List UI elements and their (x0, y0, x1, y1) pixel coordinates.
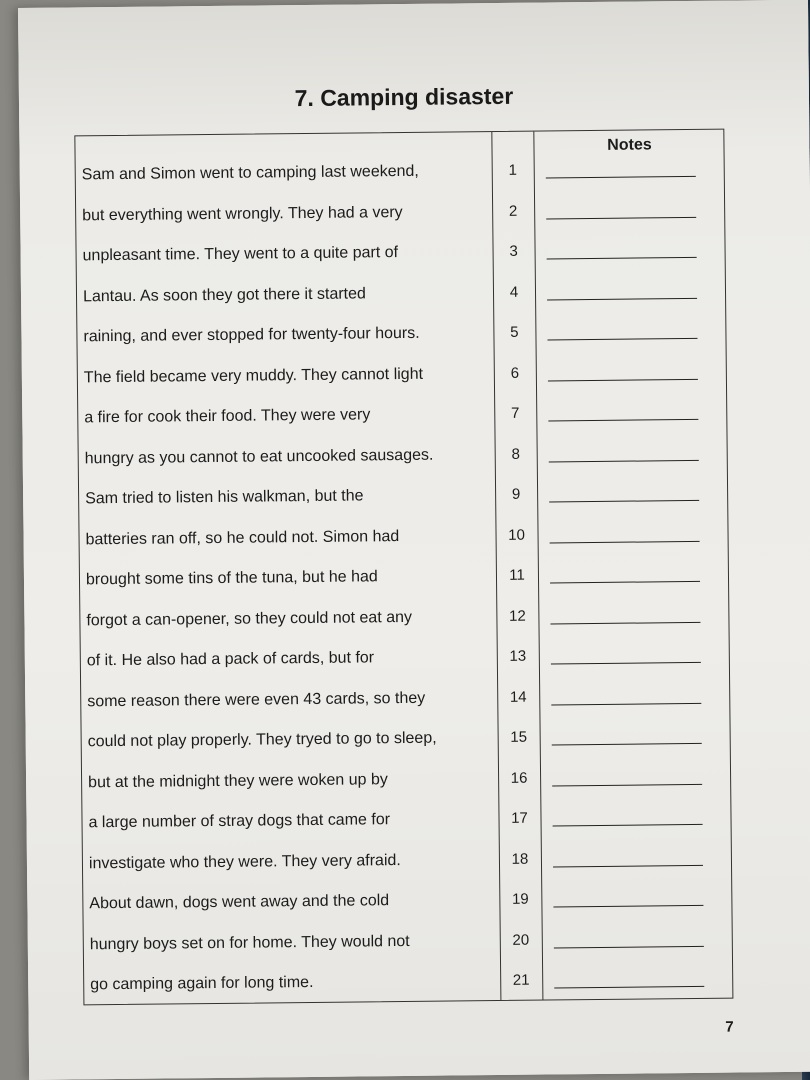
passage-line: hungry as you cannot to eat uncooked sausages. (84, 446, 434, 467)
line-number: 4 (509, 283, 519, 301)
passage-line: Sam and Simon went to camping last weekend, (81, 162, 419, 184)
answer-line[interactable] (553, 824, 703, 827)
line-number: 19 (511, 890, 529, 908)
answer-line[interactable] (554, 945, 704, 948)
answer-line[interactable] (548, 378, 698, 381)
table-row (79, 441, 729, 488)
table-row (80, 563, 730, 610)
notes-header: Notes (607, 136, 652, 154)
passage-line: but everything went wrongly. They had a very (82, 203, 403, 224)
passage-line: batteries ran off, so he could not. Simon had (85, 527, 400, 548)
answer-line[interactable] (547, 297, 697, 300)
passage-line: raining, and ever stopped for twenty-four hours. (83, 324, 420, 346)
table-row (78, 360, 728, 407)
passage-line: brought some tins of the tuna, but he had (85, 568, 378, 589)
line-number: 15 (510, 728, 528, 746)
line-number: 13 (509, 647, 527, 665)
passage-line: Lantau. As soon they got there it started (82, 284, 366, 305)
answer-line[interactable] (548, 419, 698, 422)
answer-line[interactable] (552, 743, 702, 746)
passage-line: investigate who they were. They very afraid. (88, 851, 401, 872)
passage-line: hungry boys set on for home. They would not (89, 932, 410, 953)
passage-line: Sam tried to listen his walkman, but the (85, 487, 364, 508)
line-number: 2 (508, 202, 518, 220)
line-number: 10 (508, 526, 525, 544)
table-row (77, 279, 727, 326)
answer-line[interactable] (550, 540, 700, 543)
passage-line: some reason there were even 43 cards, so they (87, 689, 426, 710)
line-number: 21 (512, 971, 530, 989)
answer-line[interactable] (547, 257, 697, 260)
table-row (83, 846, 733, 893)
line-number: 9 (511, 485, 521, 503)
line-number: 11 (509, 566, 525, 584)
answer-line[interactable] (549, 500, 699, 503)
line-number: 17 (511, 809, 528, 827)
line-number: 14 (509, 688, 527, 706)
line-number: 7 (511, 404, 520, 422)
passage-line: go camping again for long time. (90, 973, 314, 994)
line-number: 1 (508, 161, 517, 179)
table-row (84, 968, 734, 1015)
answer-line[interactable] (554, 986, 704, 989)
table-row (81, 684, 731, 731)
table-row (76, 198, 726, 245)
answer-line[interactable] (552, 783, 702, 786)
answer-line[interactable] (546, 176, 696, 179)
passage-line: About dawn, dogs went away and the cold (89, 892, 390, 913)
answer-line[interactable] (550, 621, 700, 624)
table-row (79, 482, 729, 529)
line-number: 6 (510, 364, 520, 382)
line-number: 12 (508, 607, 526, 625)
passage-line: unpleasant time. They went to a quite part of (82, 244, 399, 265)
page-title: 7. Camping disaster (294, 82, 514, 112)
table-row (79, 522, 729, 569)
passage-line: The field became very muddy. They cannot light (83, 365, 424, 386)
passage-line: but at the midnight they were woken up by (88, 770, 388, 791)
exercise-table (74, 129, 733, 1006)
answer-line[interactable] (546, 216, 696, 219)
table-row (77, 320, 727, 367)
table-row (82, 806, 732, 853)
line-number: 16 (510, 769, 528, 787)
table-row (83, 887, 733, 934)
passage-line: a large number of stray dogs that came for (88, 811, 391, 832)
passage-line: a fire for cook their food. They were very (84, 406, 371, 427)
answer-line[interactable] (551, 702, 701, 705)
table-row (76, 239, 726, 286)
answer-line[interactable] (553, 905, 703, 908)
answer-line[interactable] (551, 662, 701, 665)
line-number: 20 (512, 931, 530, 949)
line-number: 8 (511, 445, 520, 463)
answer-line[interactable] (549, 459, 699, 462)
table-row (82, 725, 732, 772)
passage-line: forgot a can-opener, so they could not eat any (86, 608, 413, 629)
answer-line[interactable] (550, 581, 700, 584)
answer-line[interactable] (553, 864, 703, 867)
line-number: 5 (510, 323, 519, 341)
page-number: 7 (725, 1018, 734, 1036)
table-row (81, 644, 731, 691)
table-row (78, 401, 728, 448)
line-number: 3 (509, 242, 518, 260)
table-row (82, 765, 732, 812)
passage-line: of it. He also had a pack of cards, but for (86, 649, 375, 670)
table-row (80, 603, 730, 650)
table-row (84, 927, 734, 974)
passage-line: could not play properly. They tryed to go to sleep, (87, 729, 437, 751)
worksheet-page (18, 0, 810, 1080)
answer-line[interactable] (548, 338, 698, 341)
table-row (76, 158, 726, 205)
line-number: 18 (511, 850, 529, 868)
